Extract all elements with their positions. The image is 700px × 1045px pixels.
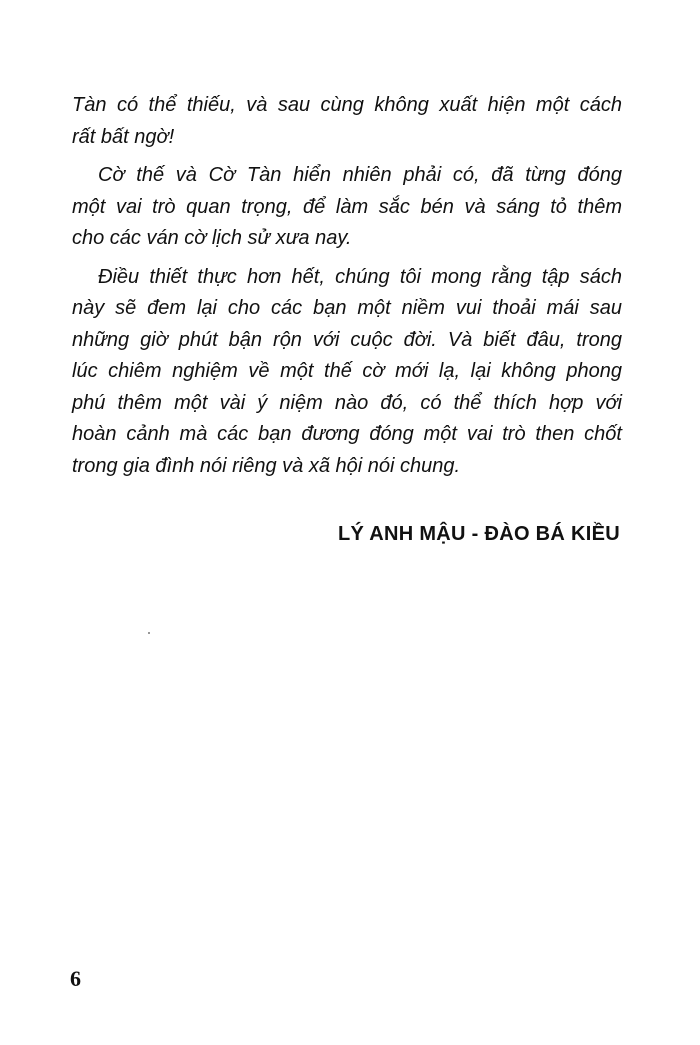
author-signature: LÝ ANH MẬU - ĐÀO BÁ KIỀU	[337, 523, 620, 545]
print-speck	[148, 632, 150, 634]
page-number: 6	[70, 966, 81, 991]
text-line: cho các ván cờ lịch sử xưa nay.	[72, 227, 352, 249]
paragraph-2	[72, 160, 622, 255]
body-text	[72, 90, 622, 489]
text-line: hoàn cảnh mà các bạn đương đóng một vai trò then chốt	[72, 423, 622, 445]
text-line: rất bất ngờ!	[72, 125, 175, 148]
text-line: những giờ phút bận rộn với cuộc đời. Và biết đâu, trong	[72, 328, 622, 351]
text-line: này sẽ đem lại cho các bạn một niềm vui thoải mái sau	[72, 297, 622, 319]
text-line: lúc chiêm nghiệm về một thế cờ mới lạ, lại không phong	[72, 360, 622, 382]
text-line: Cờ thế và Cờ Tàn hiển nhiên phải có, đã từng đóng	[98, 164, 622, 186]
text-line: trong gia đình nói riêng và xã hội nói chung.	[72, 454, 461, 477]
text-line: một vai trò quan trọng, để làm sắc bén và sáng tỏ thêm	[72, 195, 622, 218]
paragraph-1	[72, 90, 622, 153]
paragraph-3	[72, 262, 622, 483]
text-line: phú thêm một vài ý niệm nào đó, có thể thích hợp với	[72, 391, 622, 414]
text-line: Điều thiết thực hơn hết, chúng tôi mong rằng tập sách	[98, 265, 622, 288]
text-line: Tàn có thể thiếu, và sau cùng không xuất hiện một cách	[72, 94, 622, 116]
